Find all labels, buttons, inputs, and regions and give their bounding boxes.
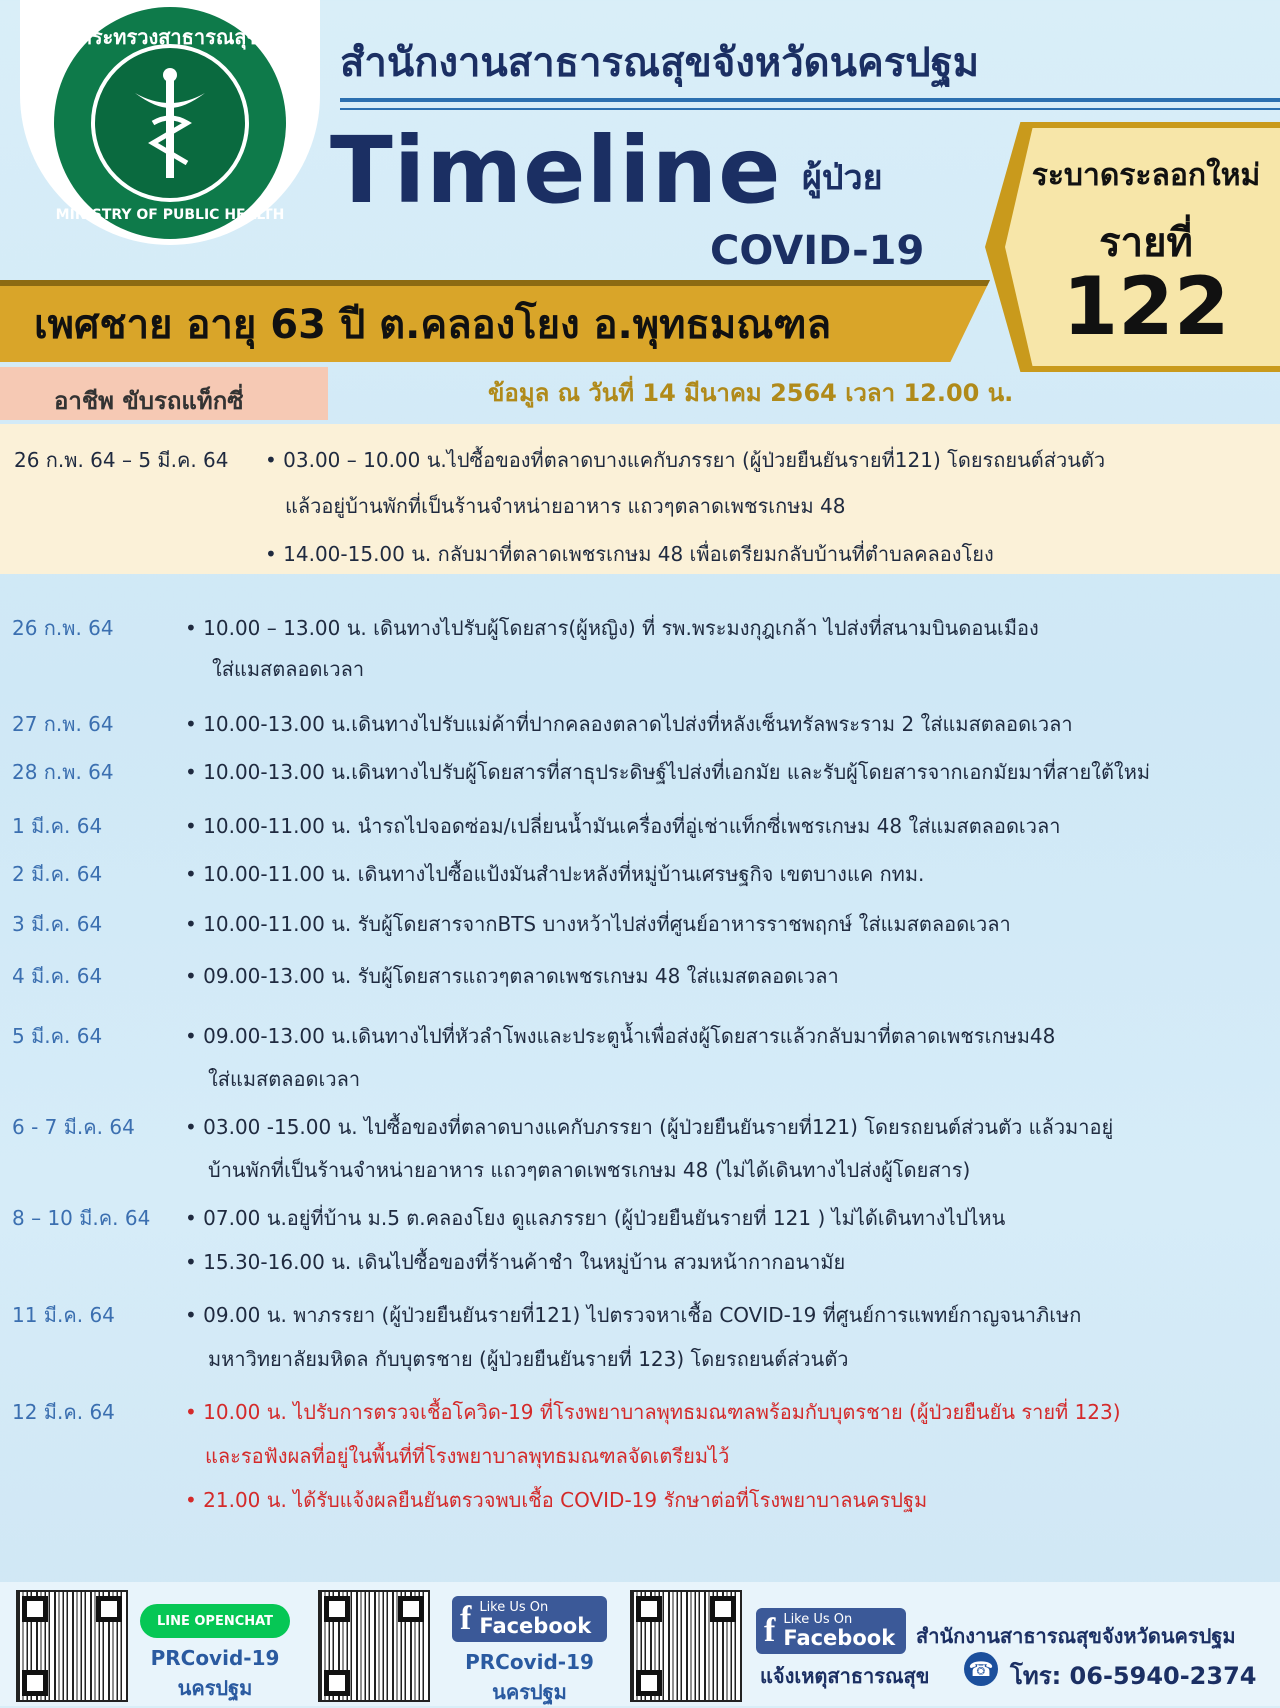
- line-label: PRCovid-19: [150, 1646, 280, 1670]
- entry-line: • 10.00-11.00 น. รับผู้โดยสารจากBTS บางหว้าไปส่งที่ศูนย์อาหารราชพฤกษ์ ใส่แมสตลอดเวลา: [185, 912, 1011, 936]
- fb-like-text: Like Us On: [479, 1600, 549, 1616]
- entry-line-alert: และรอฟังผลที่อยู่ในพื้นที่ที่โรงพยาบาลพุทธมณฑลจัดเตรียมไว้: [205, 1444, 730, 1468]
- organization-title: สำนักงานสาธารณสุขจังหวัดนครปฐม: [340, 40, 980, 86]
- entry-line: • 03.00 -15.00 น. ไปซื้อของที่ตลาดบางแคกับภรรยา (ผู้ป่วยยืนยันรายที่121) โดยรถยนต์ส่วนตัว แล้วมาอยู่: [185, 1115, 1114, 1139]
- header-rule-top: [340, 98, 1280, 102]
- entry-line: • 09.00-13.00 น.เดินทางไปที่หัวลำโพงและประตูน้ำเพื่อส่งผู้โดยสารแล้วกลับมาที่ตลาดเพชรเกษม48: [185, 1024, 1056, 1048]
- entry-line: • 10.00 – 13.00 น. เดินทางไปรับผู้โดยสาร(ผู้หญิง) ที่ รพ.พระมงกุฎเกล้า ไปส่งที่สนามบินดอนเมือง: [185, 616, 1039, 640]
- entry-line: • 07.00 น.อยู่ที่บ้าน ม.5 ต.คลองโยง ดูแลภรรยา (ผู้ป่วยยืนยันรายที่ 121 ) ไม่ได้เดินทางไปไหน: [185, 1206, 1006, 1230]
- entry-date: 6 - 7 มี.ค. 64: [12, 1115, 135, 1139]
- entry-date: 26 ก.พ. 64: [12, 616, 114, 640]
- first-entry-date: 26 ก.พ. 64 – 5 มี.ค. 64: [14, 448, 229, 472]
- fb-name-text: Facebook: [479, 1613, 592, 1638]
- entry-line: • 09.00 น. พาภรรยา (ผู้ป่วยยืนยันรายที่121) ไปตรวจหาเชื้อ COVID-19 ที่ศูนย์การแพทย์กาญจนาภิเษก: [185, 1303, 1082, 1327]
- case-number: 122: [1062, 260, 1230, 353]
- entry-date: 4 มี.ค. 64: [12, 964, 103, 988]
- entry-date: 2 มี.ค. 64: [12, 862, 103, 886]
- first-entry-line: • 14.00-15.00 น. กลับมาที่ตลาดเพชรเกษม 48 เพื่อเตรียมกลับบ้านที่ตำบลคลองโยง: [265, 542, 994, 566]
- first-entry-line: • 03.00 – 10.00 น.ไปซื้อของที่ตลาดบางแคกับภรรยา (ผู้ป่วยยืนยันรายที่121) โดยรถยนต์ส่วนตัว: [265, 448, 1106, 472]
- header-rule-bottom: [340, 108, 1280, 110]
- caduceus-icon: [91, 44, 249, 202]
- entry-line: • 10.00-13.00 น.เดินทางไปรับแม่ค้าที่ปากคลองตลาดไปส่งที่หลังเซ็นทรัลพระราม 2 ใส่แมสตลอดเวลา: [185, 712, 1073, 736]
- facebook-icon: f: [460, 1600, 472, 1637]
- first-entry-line: แล้วอยู่บ้านพักที่เป็นร้านจำหน่ายอาหาร แถวๆตลาดเพชรเกษม 48: [285, 494, 846, 518]
- fb-name-text: Facebook: [783, 1625, 896, 1650]
- qr-code-line[interactable]: [16, 1590, 128, 1702]
- entry-date: 3 มี.ค. 64: [12, 912, 103, 936]
- case-number-label: รายที่: [1099, 220, 1193, 266]
- entry-date: 28 ก.พ. 64: [12, 760, 114, 784]
- entry-line: ใส่แมสตลอดเวลา: [212, 657, 365, 681]
- entry-line: • 10.00-13.00 น.เดินทางไปรับผู้โดยสารที่สาธุประดิษฐ์ไปส่งที่เอกมัย และรับผู้โดยสารจากเอกมัยมาที่สายใต้ใหม่: [185, 760, 1151, 784]
- entry-date: 1 มี.ค. 64: [12, 814, 103, 838]
- logo-bottom-text: MINISTRY OF PUBLIC HEALTH: [55, 206, 285, 223]
- entry-line: ใส่แมสตลอดเวลา: [208, 1067, 361, 1091]
- entry-line: มหาวิทยาลัยมหิดล กับบุตรชาย (ผู้ป่วยยืนยันรายที่ 123) โดยรถยนต์ส่วนตัว: [208, 1347, 849, 1371]
- phone-number[interactable]: โทร: 06-5940-2374: [1010, 1662, 1257, 1690]
- entry-line: • 10.00-11.00 น. เดินทางไปซื้อแป้งมันสำปะหลังที่หมู่บ้านเศรษฐกิจ เขตบางแค กทม.: [185, 862, 925, 886]
- entry-line: • 15.30-16.00 น. เดินไปซื้อของที่ร้านค้าชำ ในหมู่บ้าน สวมหน้ากากอนามัย: [185, 1250, 846, 1274]
- ministry-logo: [20, 0, 320, 245]
- as-of-date: ข้อมูล ณ วันที่ 14 มีนาคม 2564 เวลา 12.00 น.: [488, 379, 1014, 407]
- qr-code-facebook[interactable]: [318, 1590, 430, 1702]
- entry-date: 12 มี.ค. 64: [12, 1400, 115, 1424]
- logo-top-text: กระทรวงสาธารณสุข: [79, 24, 261, 49]
- entry-date: 5 มี.ค. 64: [12, 1024, 103, 1048]
- entry-line: • 09.00-13.00 น. รับผู้โดยสารแถวๆตลาดเพชรเกษม 48 ใส่แมสตลอดเวลา: [185, 964, 839, 988]
- phone-icon: ☎: [964, 1652, 998, 1686]
- entry-date: 8 – 10 มี.ค. 64: [12, 1206, 151, 1230]
- timeline-title: Timeline: [330, 117, 782, 224]
- report-label: แจ้งเหตุสาธารณสุข: [760, 1664, 930, 1688]
- line-label: นครปฐม: [177, 1676, 253, 1700]
- entry-line-alert: • 10.00 น. ไปรับการตรวจเชื้อโควิด-19 ที่โรงพยาบาลพุทธมณฑลพร้อมกับบุตรชาย (ผู้ป่วยยืนยัน รายที่ 123): [185, 1400, 1121, 1424]
- case-wave-label: ระบาดระลอกใหม่: [1031, 158, 1261, 193]
- qr-code-office[interactable]: [630, 1590, 742, 1702]
- entry-date: 11 มี.ค. 64: [12, 1303, 115, 1327]
- occupation-text: อาชีพ ขับรถแท็กซี่: [54, 387, 244, 415]
- entry-line-alert: • 21.00 น. ได้รับแจ้งผลยืนยันตรวจพบเชื้อ COVID-19 รักษาต่อที่โรงพยาบาลนครปฐม: [185, 1488, 928, 1512]
- facebook-badge[interactable]: [452, 1596, 607, 1642]
- entry-line: บ้านพักที่เป็นร้านจำหน่ายอาหาร แถวๆตลาดเพชรเกษม 48 (ไม่ได้เดินทางไปส่งผู้โดยสาร): [208, 1158, 971, 1182]
- logo-ring: [54, 7, 286, 239]
- covid-label: COVID-19: [710, 228, 925, 274]
- office-name: สำนักงานสาธารณสุขจังหวัดนครปฐม: [916, 1624, 1236, 1648]
- entry-line: • 10.00-11.00 น. นำรถไปจอดซ่อม/เปลี่ยนน้ำมันเครื่องที่อู่เช่าแท็กซี่เพชรเกษม 48 ใส่แมสตลอดเวลา: [185, 814, 1061, 838]
- fb-like-text: Like Us On: [783, 1612, 853, 1628]
- entry-date: 27 ก.พ. 64: [12, 712, 114, 736]
- facebook-icon: f: [764, 1612, 776, 1649]
- facebook-label: PRCovid-19: [465, 1650, 594, 1674]
- facebook-badge-office[interactable]: [756, 1608, 906, 1654]
- patient-label: ผู้ป่วย: [802, 158, 883, 198]
- line-openchat-badge[interactable]: LINE OPENCHAT: [140, 1604, 290, 1638]
- patient-summary: เพศชาย อายุ 63 ปี ต.คลองโยง อ.พุทธมณฑล: [34, 302, 832, 348]
- facebook-label: นครปฐม: [492, 1680, 567, 1704]
